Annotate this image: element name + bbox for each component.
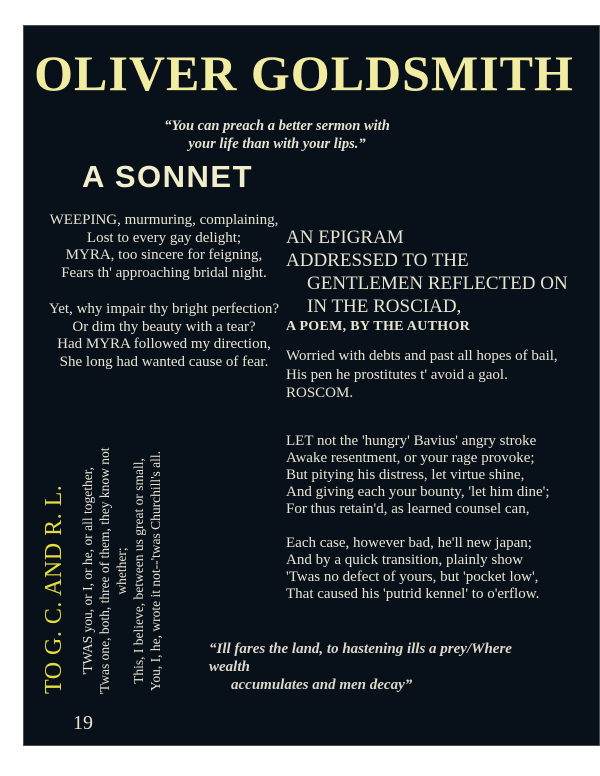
poem-line: His pen he prostitutes t' avoid a gaol. <box>286 366 508 383</box>
footer-quote-line2: accumulates and men decay” <box>231 677 413 693</box>
epigram-title-line1: AN EPIGRAM <box>286 227 404 248</box>
poem-line: 'Twas one, both, three of them, they know not whether; <box>97 447 129 695</box>
poem-line: For thus retain'd, as learned counsel can, <box>286 501 530 517</box>
epigram-title-line4: IN THE ROSCIAD, <box>307 296 462 317</box>
poem-line: Yet, why impair thy bright perfection? <box>48 301 280 317</box>
poem-line: Or dim thy beauty with a tear? <box>72 318 256 335</box>
footer-quote-line1: “Ill fares the land, to hastening ills a prey/Where wealth <box>209 641 512 675</box>
sonnet-stanza-2 <box>24 301 304 371</box>
poem-line: She long had wanted cause of fear. <box>59 353 269 370</box>
poem-line: LET not the 'hungry' Bavius' angry stroke <box>286 433 537 449</box>
epigram-title-line3: GENTLEMEN REFLECTED ON <box>307 273 568 294</box>
epigram-couplet <box>286 347 598 403</box>
poem-line: WEEPING, murmuring, complaining, <box>49 212 279 228</box>
epigram-stanza-2 <box>286 535 598 603</box>
poem-line: Worried with debts and past all hopes of bail, <box>286 348 558 364</box>
epigram-stanza-1 <box>286 433 598 518</box>
poem-line: 'Twas no defect of yours, but 'pocket low', <box>286 569 539 585</box>
header-quote-line2: your life than with your lips.” <box>188 136 366 152</box>
page-number: 19 <box>73 712 93 734</box>
poem-line: Had MYRA followed my direction, <box>57 336 271 352</box>
poem-line: And giving each your bounty, 'let him dine'; <box>286 484 550 500</box>
poem-line: But pitying his distress, let virtue shine, <box>286 467 525 483</box>
dedication-verse <box>79 430 164 712</box>
poem-line: And by a quick transition, plainly show <box>286 552 524 568</box>
poem-line: Fears th' approaching bridal night. <box>61 264 267 281</box>
epigram-subtitle: A POEM, BY THE AUTHOR <box>286 319 471 334</box>
poem-line: You, I, he, wrote it not--'twas Churchill's all. <box>148 450 163 692</box>
footer-quote <box>209 640 539 694</box>
poem-line: This, I believe, between us great or small, <box>131 458 146 684</box>
rotated-dedication <box>40 430 164 712</box>
poem-line: Awake resentment, or your rage provoke; <box>286 450 535 466</box>
header-quote-line1: “You can preach a better sermon with <box>164 118 390 134</box>
sonnet-heading: A SONNET <box>82 159 254 194</box>
poem-line: Lost to every gay delight; <box>86 229 242 246</box>
poem-line: 'TWAS you, or I, or he, or all together, <box>80 466 95 676</box>
epigram-title-line2: ADDRESSED TO THE <box>286 250 469 271</box>
header-quote <box>24 117 530 153</box>
poem-line: Each case, however bad, he'll new japan; <box>286 535 532 551</box>
poem-line: That caused his 'putrid kennel' to o'erflow. <box>286 586 540 602</box>
epigram-title <box>286 226 598 318</box>
poem-line: ROSCOM. <box>286 385 354 401</box>
sonnet-poem <box>24 212 304 371</box>
page-title: OLIVER GOLDSMITH <box>34 45 574 101</box>
dark-page-panel <box>23 25 600 746</box>
sonnet-stanza-1 <box>24 212 304 282</box>
poem-line: MYRA, too sincere for feigning, <box>65 247 263 263</box>
dedication-heading: TO G. C. AND R. L. <box>41 484 67 694</box>
